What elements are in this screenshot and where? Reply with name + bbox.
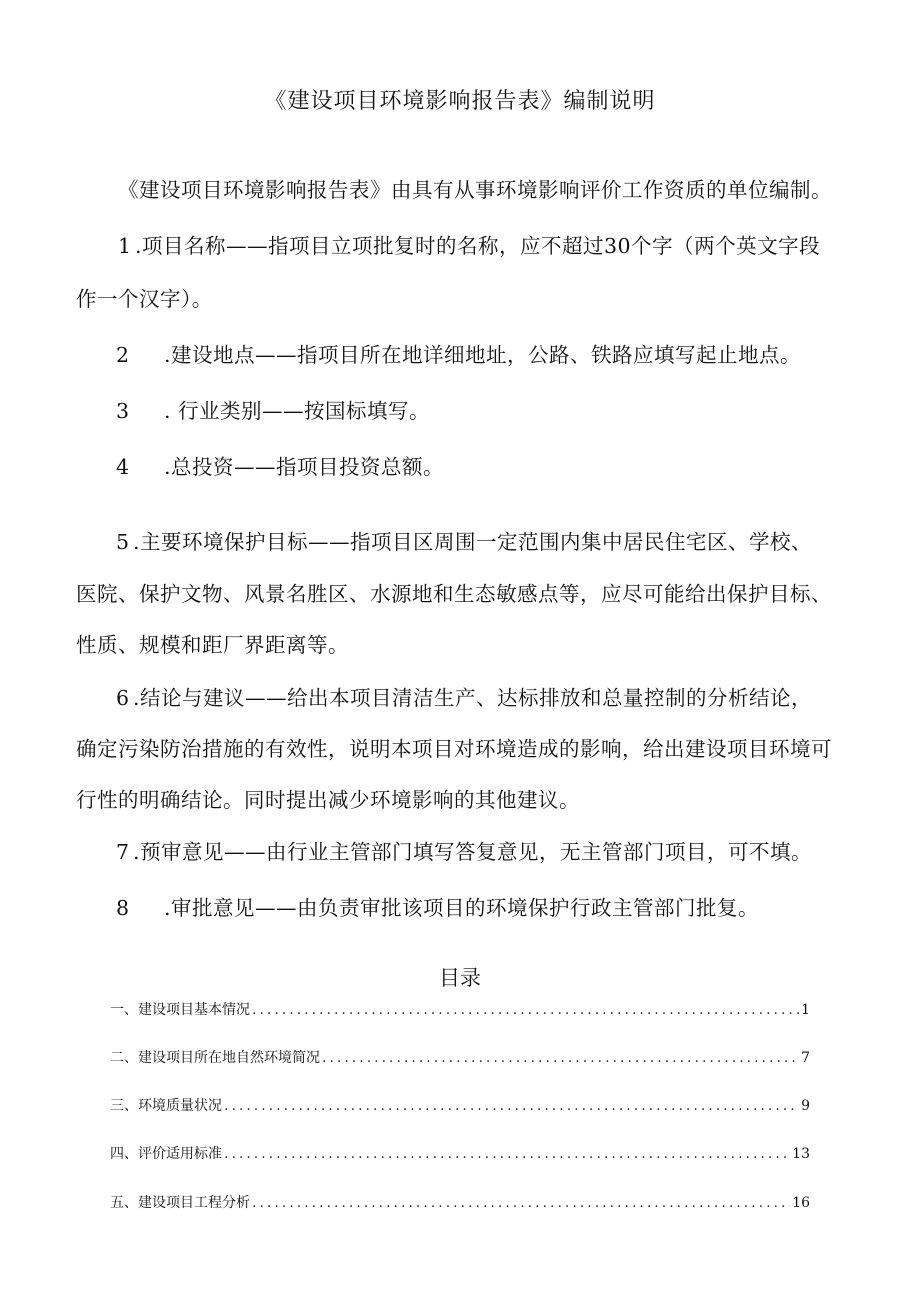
- toc-leader-dots: [224, 1096, 799, 1116]
- item-text-line: .审批意见——由负责审批该项目的环境保护行政主管部门批复。: [164, 896, 760, 920]
- toc-leader-dots: [322, 1048, 799, 1068]
- toc-entry[interactable]: [110, 1144, 810, 1164]
- item-text-line: .主要环境保护目标——指项目区周围一定范围内集中居民住宅区、学校、: [133, 530, 813, 554]
- item-text-line: 作一个汉字）。: [76, 287, 213, 311]
- item-number: 7: [116, 840, 130, 864]
- item-text-line: 确定污染防治措施的有效性，说明本项目对环境造成的影响，给出建设项目环境可: [76, 737, 832, 761]
- toc-leader-dots: [224, 1144, 790, 1164]
- toc-entry-label: 三、环境质量状况: [110, 1098, 222, 1114]
- item-text-line: .总投资——指项目投资总额。: [164, 455, 445, 479]
- item-number: 3: [116, 399, 130, 423]
- item-text-line: 医院、保护文物、风景名胜区、水源地和生态敏感点等，应尽可能给出保护目标、: [76, 582, 832, 606]
- item-text-line: 行性的明确结论。同时提出减少环境影响的其他建议。: [76, 788, 580, 812]
- toc-entry-page: 13: [792, 1146, 810, 1162]
- toc-entry[interactable]: [110, 1096, 810, 1116]
- item-number: 5: [116, 530, 130, 554]
- toc-entry-label: 五、建设项目工程分析: [110, 1195, 250, 1211]
- item-number: 4: [116, 455, 130, 479]
- item-text-line: 性质、规模和距厂界距离等。: [76, 633, 349, 657]
- item-text-line: .预审意见——由行业主管部门填写答复意见，无主管部门项目，可不填。: [133, 840, 813, 864]
- item-number: 1: [118, 234, 132, 258]
- toc-entry[interactable]: [110, 1048, 810, 1068]
- toc-entry[interactable]: [110, 1193, 810, 1213]
- toc-entry-page: 7: [801, 1050, 810, 1066]
- toc-entry-label: 二、建设项目所在地自然环境简况: [110, 1050, 320, 1066]
- item-number: 8: [116, 896, 130, 920]
- item-text-line: .项目名称——指项目立项批复时的名称，应不超过30个字（两个英文字段: [135, 234, 821, 258]
- item-text-line: .建设地点——指项目所在地详细地址，公路、铁路应填写起止地点。: [164, 343, 802, 367]
- intro-paragraph: 《建设项目环境影响报告表》由具有从事环境影响评价工作资质的单位编制。: [118, 178, 832, 202]
- toc-leader-dots: [252, 1000, 799, 1020]
- item-text-line: . 行业类别——按国标填写。: [164, 399, 431, 423]
- toc-entry-page: 9: [801, 1098, 810, 1114]
- item-number: 2: [116, 343, 130, 367]
- toc-leader-dots: [252, 1193, 790, 1213]
- toc-entry-page: 1: [801, 1002, 810, 1018]
- toc-title: 目录: [439, 966, 481, 990]
- toc-entry-label: 一、建设项目基本情况: [110, 1002, 250, 1018]
- toc-entry-page: 16: [792, 1195, 810, 1211]
- toc-entry-label: 四、评价适用标准: [110, 1146, 222, 1162]
- page-title: 《建设项目环境影响报告表》编制说明: [264, 89, 656, 114]
- item-number: 6: [116, 686, 130, 710]
- toc-entry[interactable]: [110, 1000, 810, 1020]
- item-text-line: .结论与建议——给出本项目清洁生产、达标排放和总量控制的分析结论，: [133, 686, 813, 710]
